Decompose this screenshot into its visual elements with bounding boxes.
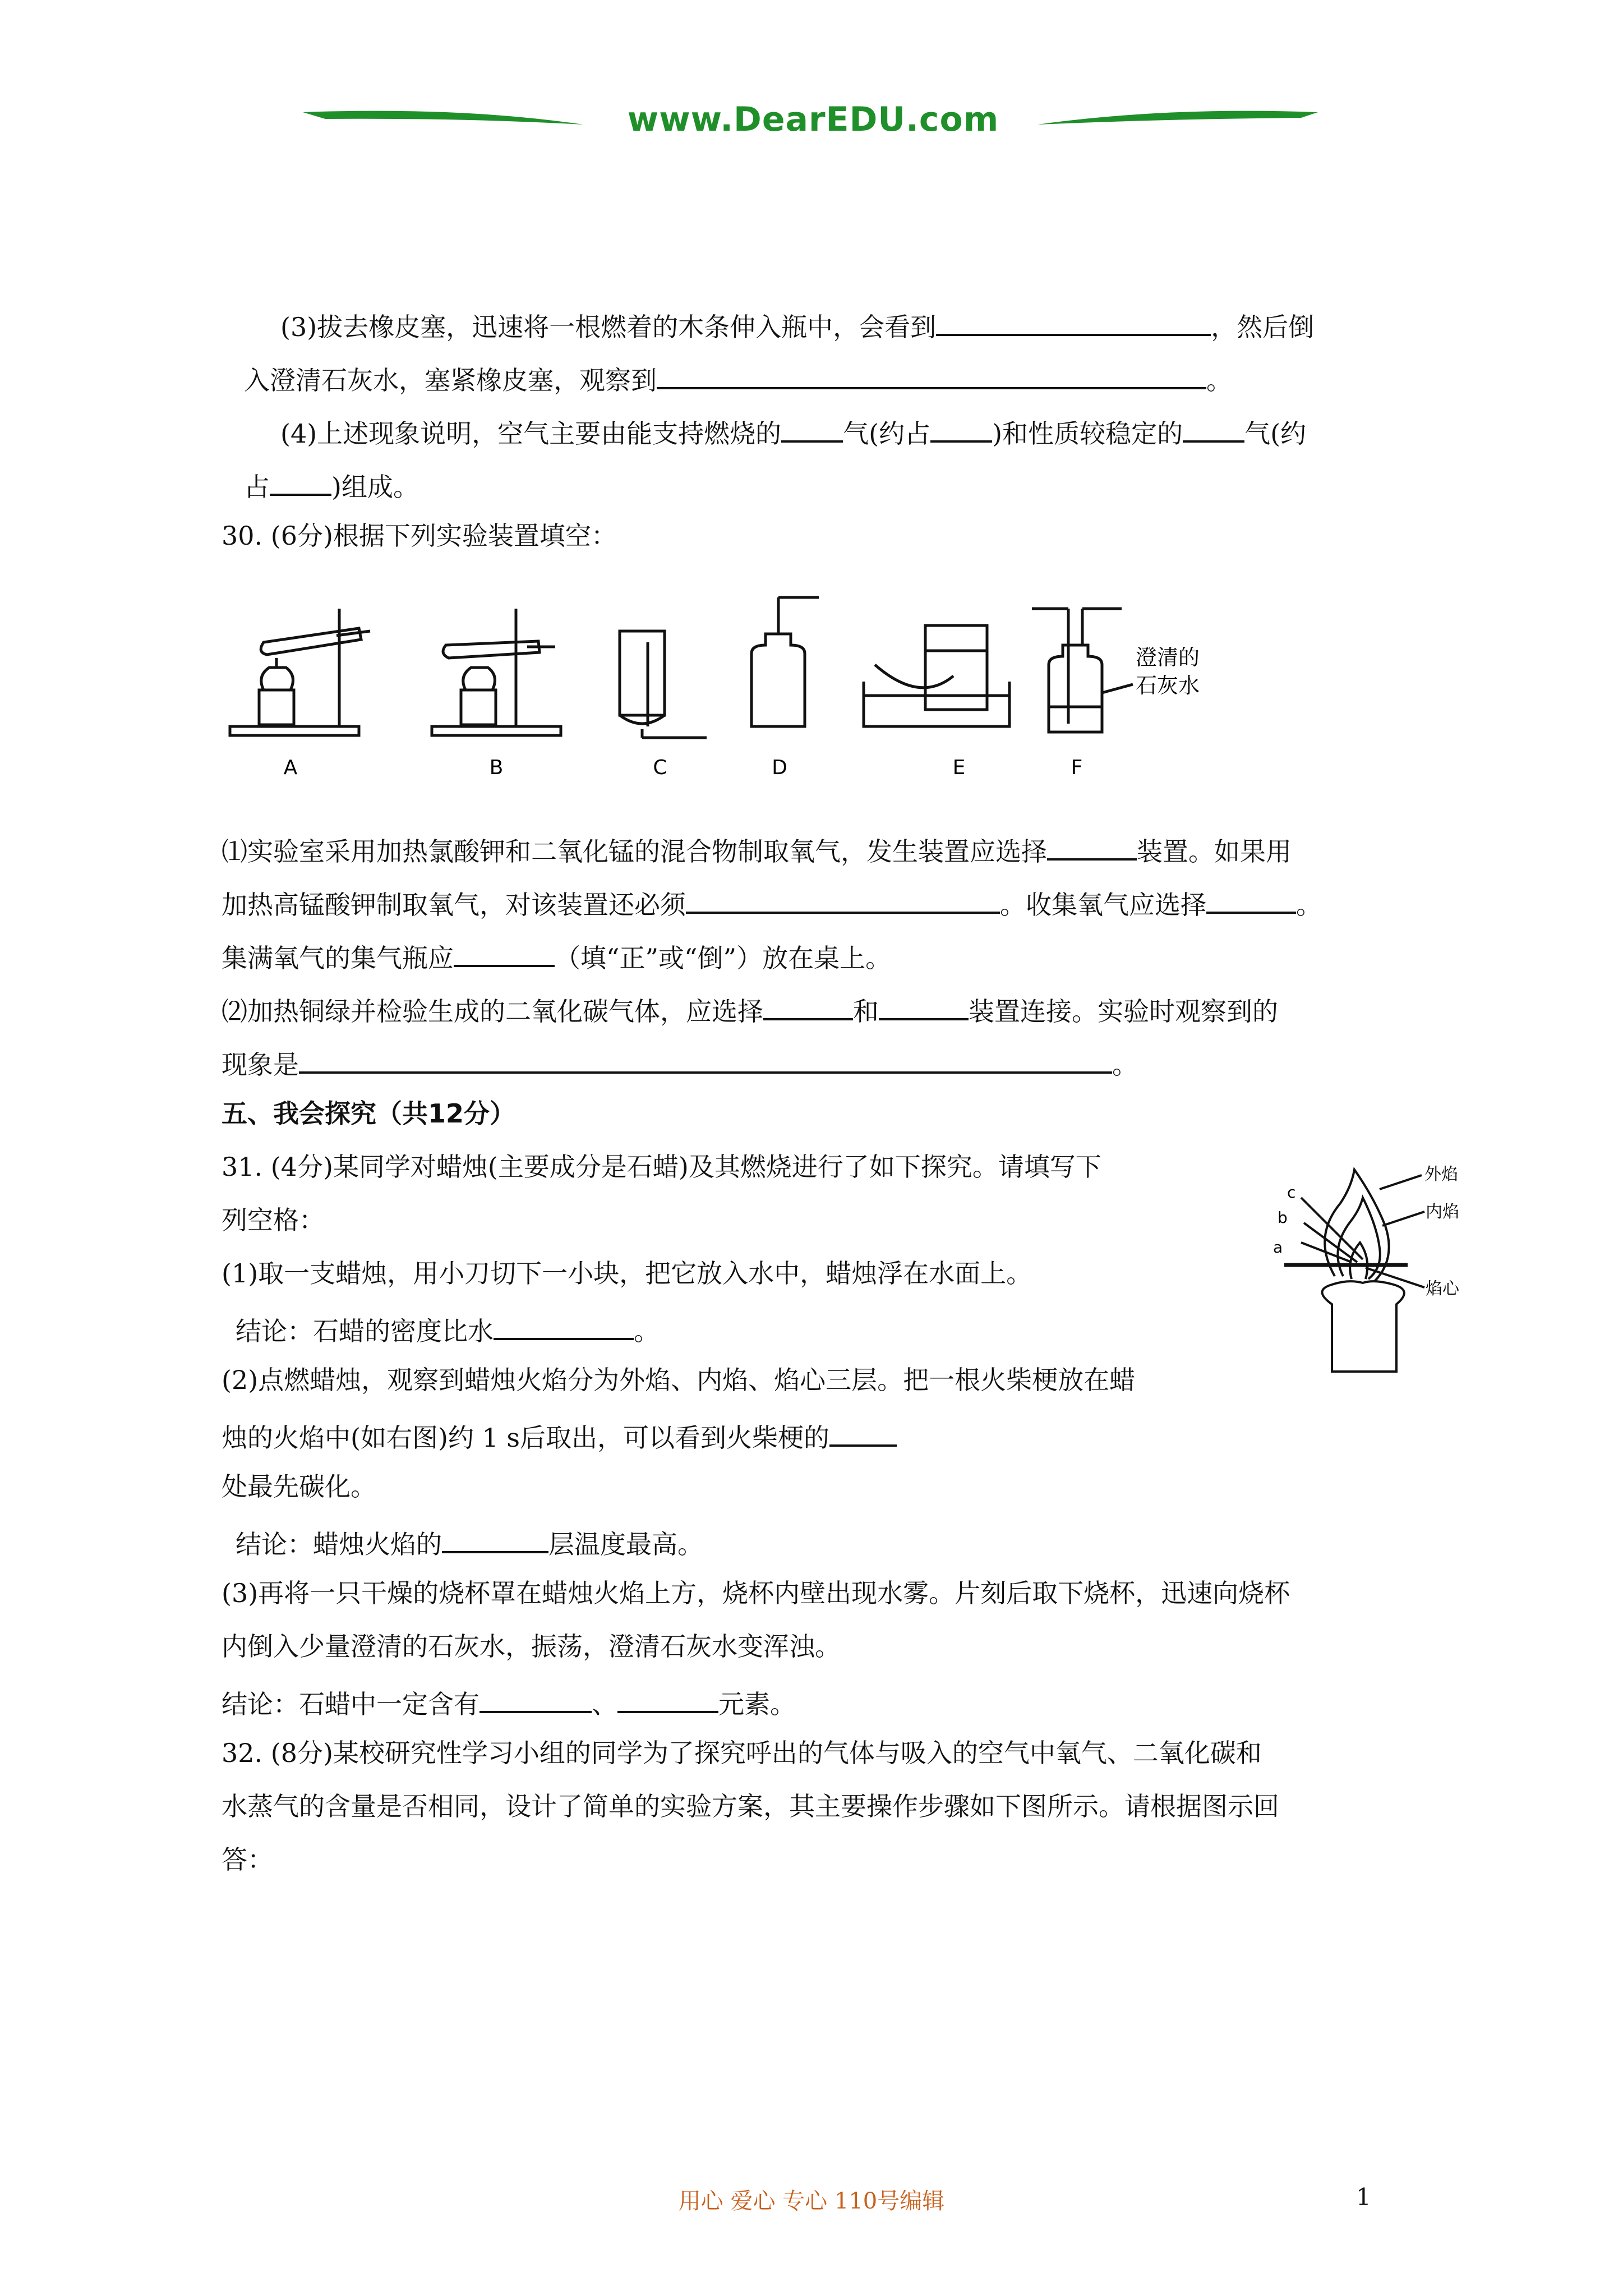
- answer-blank: [454, 937, 555, 967]
- figure-label-b: B: [489, 756, 504, 779]
- q31-step-3-line-2: 内倒入少量澄清的石灰水，振荡，澄清石灰水变浑浊。: [222, 1631, 841, 1662]
- q32-line-1: 32. (8分)某校研究性学习小组的同学为了探究呼出的气体与吸入的空气中氧气、二氧化碳和: [222, 1738, 1262, 1768]
- f-annotation-line-1: 澄清的: [1136, 645, 1200, 670]
- q30-p2-line-1: ⑵加热铜绿并检验生成的二氧化碳气体，应选择 和 装置连接。实验时观察到的: [222, 990, 1278, 1028]
- q30-p2-line-2: 现象是 。: [222, 1043, 1138, 1082]
- answer-blank: [617, 1683, 718, 1713]
- answer-blank: [1206, 884, 1296, 914]
- figure-label-c: C: [653, 756, 667, 779]
- q31-step-2-line-1: (2)点燃蜡烛，观察到蜡烛火焰分为外焰、内焰、焰心三层。把一根火柴梗放在蜡: [222, 1365, 1136, 1395]
- answer-blank: [763, 990, 853, 1020]
- flame-label-inner: 内焰: [1426, 1202, 1459, 1222]
- q29-line-1: (3)拔去橡皮塞，迅速将一根燃着的木条伸入瓶中，会看到 ，然后倒: [280, 306, 1314, 344]
- q31-conclusion-1: 结论：石蜡的密度比水 。: [236, 1310, 660, 1348]
- answer-blank: [270, 466, 331, 496]
- candle-flame-figure: [1262, 1164, 1497, 1388]
- answer-blank: [686, 884, 1000, 914]
- footer-credit: 用心 爱心 专心 110号编辑: [678, 2188, 945, 2214]
- q30-p1-line-2: 加热高锰酸钾制取氧气，对该装置还必须 。收集氧气应选择 。: [222, 884, 1322, 922]
- q31-step-2-line-2: 烛的火焰中(如右图)约 1 s后取出，可以看到火柴梗的: [222, 1416, 897, 1455]
- q31-intro-1: 31. (4分)某同学对蜡烛(主要成分是石蜡)及其燃烧进行了如下探究。请填写下: [222, 1152, 1101, 1182]
- answer-blank: [1047, 830, 1137, 861]
- q31-conclusion-3: 结论：石蜡中一定含有 、 元素。: [222, 1683, 796, 1721]
- answer-blank: [479, 1683, 592, 1713]
- q30-p1-line-3: 集满氧气的集气瓶应 （填“正”或“倒”）放在桌上。: [222, 937, 891, 975]
- q31-intro-2: 列空格：: [222, 1205, 325, 1235]
- f-annotation-line-2: 石灰水: [1136, 673, 1200, 698]
- answer-blank: [1183, 412, 1244, 443]
- answer-blank: [442, 1523, 548, 1553]
- q31-step-3-line-1: (3)再将一只干燥的烧杯罩在蜡烛火焰上方，烧杯内壁出现水雾。片刻后取下烧杯，迅速向烧杯: [222, 1578, 1290, 1608]
- answer-blank: [936, 306, 1211, 336]
- flame-label-a: a: [1273, 1238, 1283, 1257]
- q29-line-4: 占 )组成。: [244, 466, 419, 504]
- apparatus-figure: [224, 592, 1234, 794]
- q29-line-3: (4)上述现象说明，空气主要由能支持燃烧的 气(约占 )和性质较稳定的 气(约: [280, 412, 1306, 450]
- answer-blank: [930, 412, 992, 443]
- q31-step-1: (1)取一支蜡烛，用小刀切下一小块，把它放入水中，蜡烛浮在水面上。: [222, 1258, 1032, 1289]
- section-5-title: 五、我会探究（共12分）: [222, 1098, 516, 1129]
- answer-blank: [494, 1310, 634, 1340]
- answer-blank: [299, 1043, 1112, 1074]
- page-number: 1: [1356, 2183, 1371, 2211]
- figure-label-d: D: [772, 756, 787, 779]
- q31-conclusion-2: 结论：蜡烛火焰的 层温度最高。: [236, 1523, 703, 1561]
- q32-line-2: 水蒸气的含量是否相同，设计了简单的实验方案，其主要操作步骤如下图所示。请根据图示回: [222, 1791, 1279, 1821]
- q30-title: 30. (6分)根据下列实验装置填空：: [222, 521, 617, 551]
- answer-blank: [657, 359, 1206, 389]
- answer-blank: [781, 412, 843, 443]
- site-logo-text: www.DearEDU.com: [627, 100, 999, 139]
- flame-label-b: b: [1278, 1208, 1288, 1227]
- q32-line-3: 答：: [222, 1844, 273, 1875]
- flame-label-outer: 外焰: [1424, 1165, 1458, 1184]
- header-banner: [292, 90, 1329, 157]
- figure-label-f: F: [1071, 756, 1083, 779]
- answer-blank: [829, 1416, 897, 1447]
- q29-line-2: 入澄清石灰水，塞紧橡皮塞，观察到 。: [244, 359, 1232, 397]
- answer-blank: [879, 990, 969, 1020]
- flame-label-core: 焰心: [1426, 1279, 1459, 1299]
- figure-label-e: E: [952, 756, 966, 779]
- figure-label-a: A: [283, 756, 298, 779]
- q31-step-2-line-3: 处最先碳化。: [222, 1471, 376, 1502]
- flame-label-c: c: [1287, 1183, 1296, 1202]
- q30-p1-line-1: ⑴实验室采用加热氯酸钾和二氧化锰的混合物制取氧气，发生装置应选择 装置。如果用: [222, 830, 1292, 868]
